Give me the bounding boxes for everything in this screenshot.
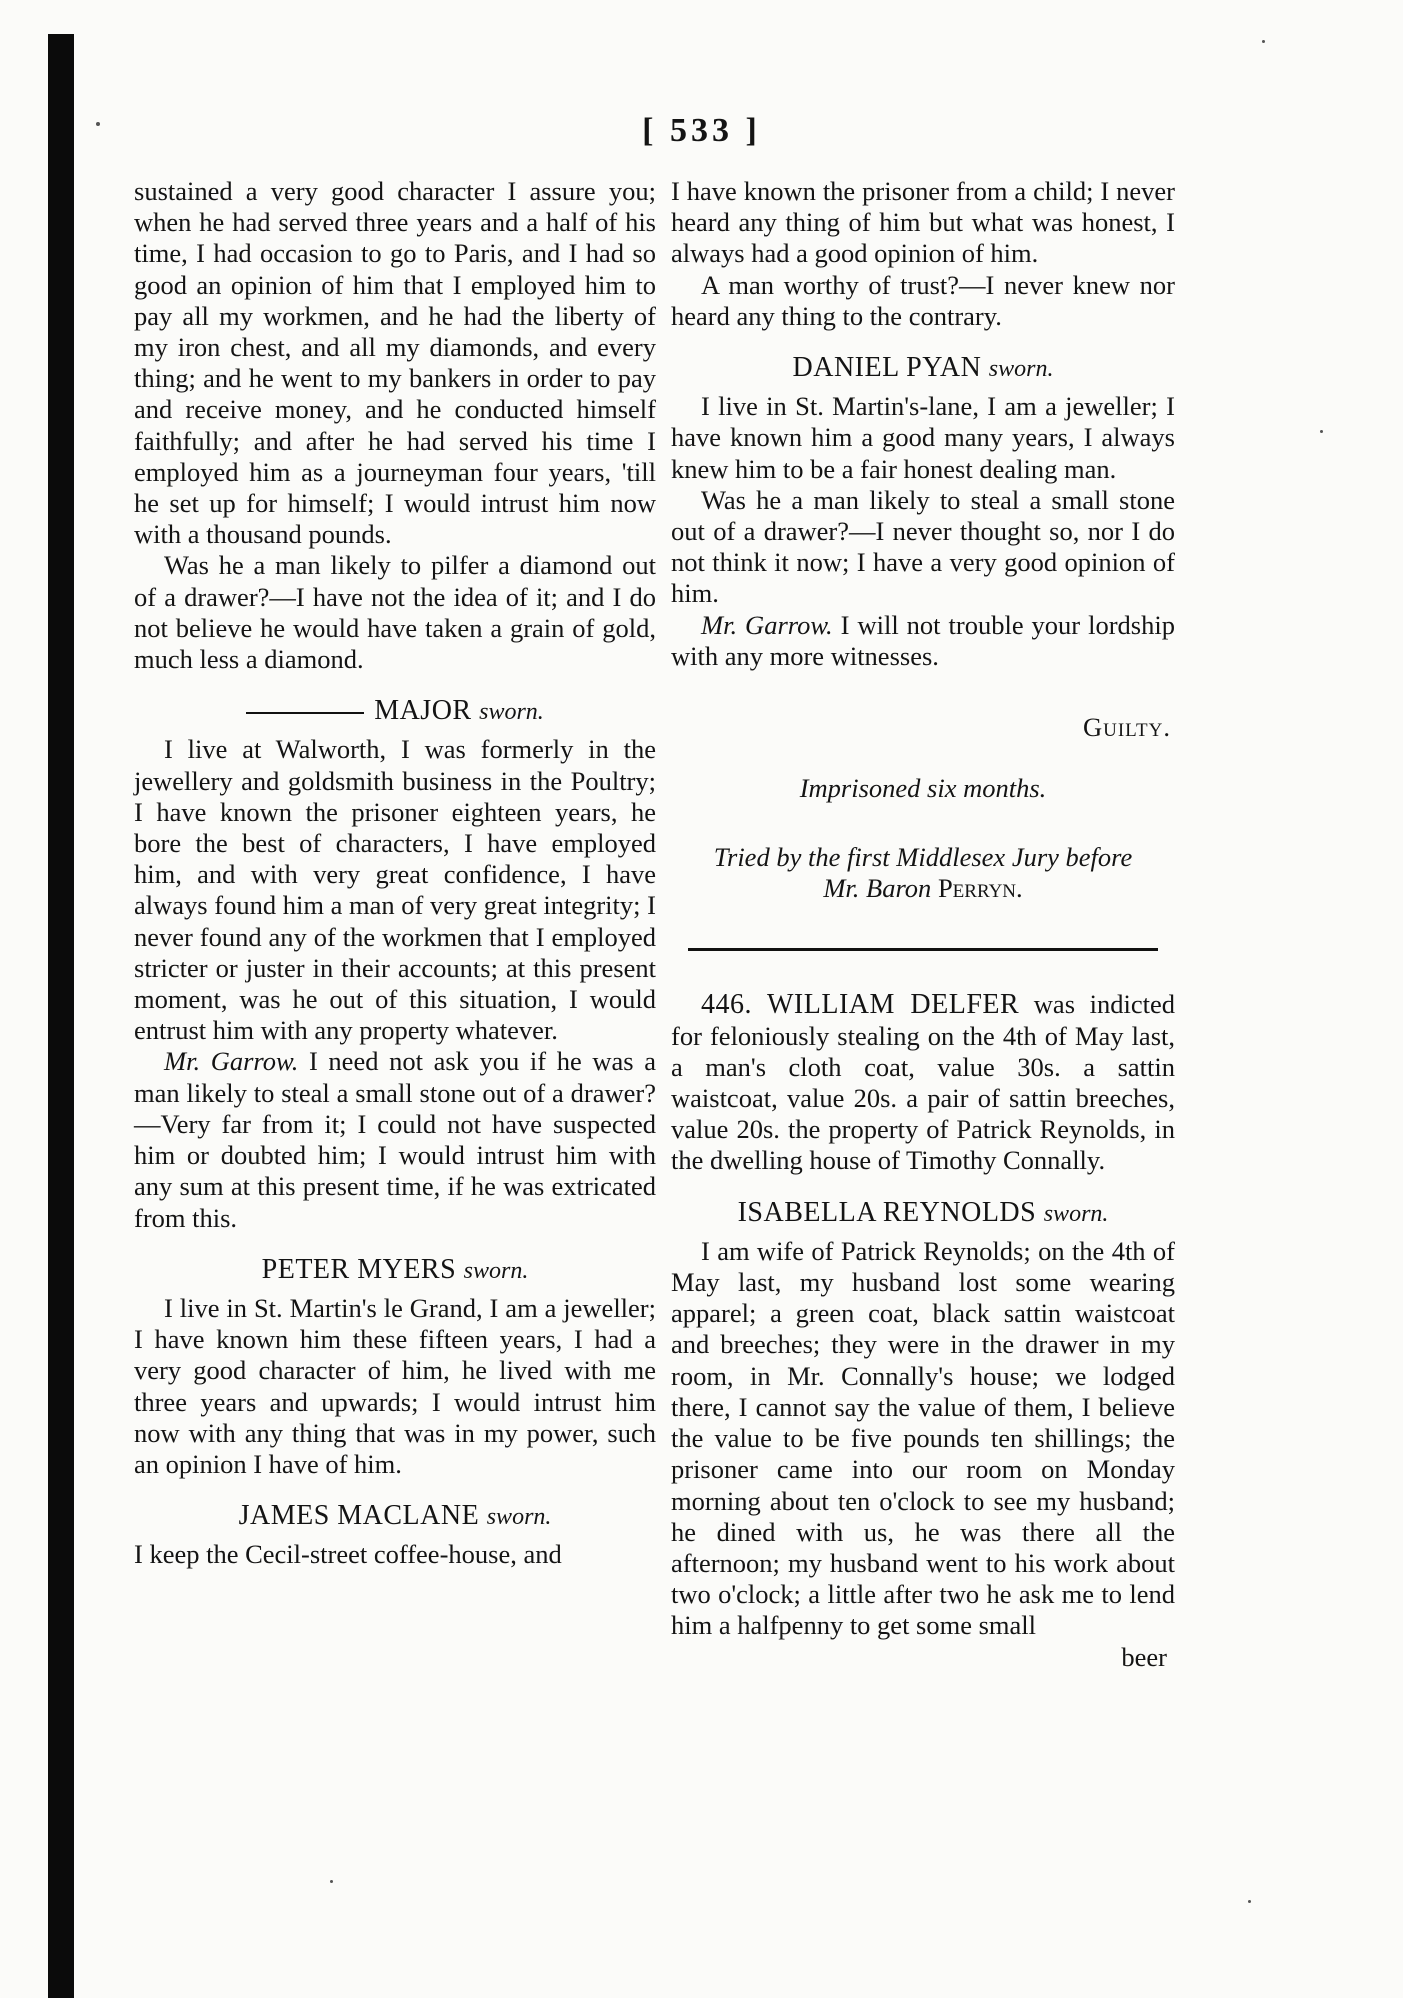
book-spine-shadow (48, 34, 74, 1998)
judge-name: Perryn. (937, 873, 1023, 904)
sentence: Imprisoned six months. (799, 773, 1047, 804)
speaker: Mr. Garrow. (164, 1046, 299, 1077)
paragraph: Was he a man likely to pilfer a diamond out of a drawer?—I have not the idea of it; and I do not believe he would have taken a grain of gold, much less a diamond. (134, 550, 656, 675)
paragraph: I keep the Cecil-street coffee-house, and (134, 1539, 562, 1570)
catchword: beer (1121, 1641, 1167, 1672)
print-speck (1320, 430, 1323, 433)
witness-heading-maclane: JAMES MACLANE sworn. (238, 1500, 552, 1532)
case-paragraph: 446. WILLIAM DELFER was indicted for feloniously stealing on the 4th of May last, a man's cloth coat, value 30s. a sattin waistcoat, value 20s. a pair of sattin breeches, value 20s. the property of Patrick Reynolds, in the dwelling house of Timothy Connally. (671, 989, 1175, 1176)
section-rule (688, 948, 1158, 951)
paragraph: Mr. Garrow. I will not trouble your lordship with any more witnesses. (671, 609, 1175, 671)
right-column (671, 176, 1175, 1673)
case-name: 446. WILLIAM DELFER (701, 989, 1020, 1021)
paragraph: I live in St. Martin's le Grand, I am a jeweller; I have known him these fifteen years, I had a very good character of him, he lived with me three years and upwards; I would intrust him now with any thing that was in my power, such an opinion I have of him. (134, 1292, 656, 1479)
paragraph: Was he a man likely to steal a small stone out of a drawer?—I never thought so, nor I do not think it now; I have a very good opinion of him. (671, 484, 1175, 609)
paragraph: I live at Walworth, I was formerly in the jewellery and goldsmith business in the Poultry; I have known the prisoner eighteen years, he bore the best of characters, I have employed him, and with very great confidence, I have always found him a man of very great integrity; I never found any of the workmen that I employed stricter or juster in their accounts; at this present moment, was he out of this situation, I would entrust him with any property whatever. (134, 734, 656, 1046)
trial-note: Tried by the first Middlesex Jury before Mr. Baron Perryn. (713, 842, 1133, 904)
witness-heading-major: MAJOR sworn. (134, 695, 656, 728)
speaker: Mr. Garrow. (701, 609, 833, 640)
print-speck (330, 1880, 333, 1883)
paragraph: I live in St. Martin's-lane, I am a jeweller; I have known him a good many years, I always knew him to be a fair honest dealing man. (671, 391, 1175, 484)
print-speck (96, 122, 100, 126)
witness-heading-pyan: DANIEL PYAN sworn. (792, 352, 1054, 384)
page-number: [ 533 ] (642, 112, 761, 149)
witness-heading-myers: PETER MYERS sworn. (261, 1253, 529, 1285)
paragraph: sustained a very good character I assure you; when he had served three years and a half of his time, I had occasion to go to Paris, and I had so good an opinion of him that I employed him to pay all my workmen, and he had the liberty of my iron chest, and all my diamonds, and every thing; and he went to my bankers in order to pay and receive money, and he conducted himself faithfully; and after he had served his time I employed him as a journeyman four years, 'till he set up for himself; I would intrust him now with a thousand pounds. (134, 176, 656, 550)
paragraph: A man worthy of trust?—I never knew nor heard any thing to the contrary. (671, 269, 1175, 331)
paragraph: Mr. Garrow. I need not ask you if he was a man likely to steal a small stone out of a drawer?—Very far from it; I could not have suspected him or doubted him; I would intrust him with any sum at this present time, if he was extricated from this. (134, 1046, 656, 1233)
print-speck (1262, 40, 1265, 43)
name-blank-dash (246, 712, 364, 714)
paragraph: I have known the prisoner from a child; I never heard any thing of him but what was honest, I always had a good opinion of him. (671, 176, 1175, 269)
witness-heading-reynolds: ISABELLA REYNOLDS sworn. (737, 1196, 1109, 1228)
print-speck (1248, 1900, 1251, 1903)
left-column (134, 176, 656, 1571)
verdict: Guilty. (1083, 712, 1171, 743)
paragraph: I am wife of Patrick Reynolds; on the 4th of May last, my husband lost some wearing apparel; a green coat, black sattin waistcoat and breeches; they were in the drawer in my room, in Mr. Connally's house; we lodged there, I cannot say the value of them, I believe the value to be five pounds ten shillings; the prisoner came into our room on Monday morning about ten o'clock to see my husband; he dined with us, he was there all the afternoon; my husband went to his work about two o'clock; a little after two he ask me to lend him a halfpenny to get some small (671, 1235, 1175, 1641)
